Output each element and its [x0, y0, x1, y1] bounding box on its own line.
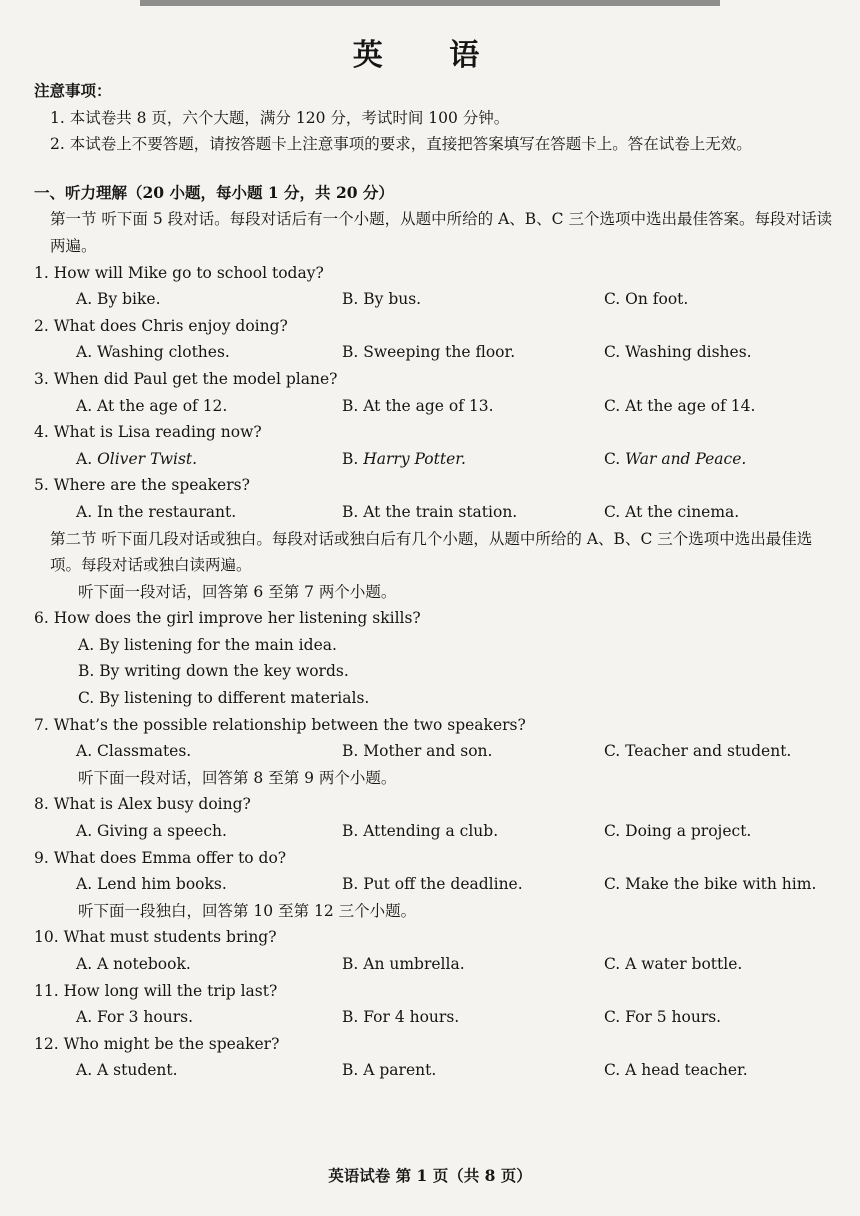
option-5a: A. In the restaurant.: [76, 502, 237, 521]
options-10: [34, 951, 840, 978]
question-6: 6. How does the girl improve her listening skills?: [34, 609, 421, 628]
option-1c: C. On foot.: [604, 290, 689, 309]
question-11: 11. How long will the trip last?: [34, 981, 278, 1000]
part1-instruction: 第一节 听下面 5 段对话。每段对话后有一个小题，从题中所给的 A、B、C 三个选项中选出最佳答案。每段对话读两遍。: [50, 210, 832, 255]
question-10: 10. What must students bring?: [34, 928, 277, 947]
option-3a: A. At the age of 12.: [76, 396, 228, 415]
options-5: [34, 499, 840, 526]
options-11: [34, 1004, 840, 1031]
option-12a: A. A student.: [76, 1061, 178, 1080]
question-4: 4. What is Lisa reading now?: [34, 423, 262, 442]
option-7a: A. Classmates.: [76, 742, 192, 761]
option-9a: A. Lend him books.: [76, 875, 227, 894]
option-7c: C. Teacher and student.: [604, 742, 792, 761]
option-3c: C. At the age of 14.: [604, 396, 756, 415]
option-10a: A. A notebook.: [76, 955, 191, 973]
option-1b: B. By bus.: [342, 290, 422, 309]
option-8a: A. Giving a speech.: [76, 822, 227, 841]
notice-item-1: 1. 本试卷共 8 页，六个大题，满分 120 分，考试时间 100 分钟。: [50, 108, 510, 127]
option-12c: C. A head teacher.: [604, 1061, 748, 1080]
options-12: [34, 1057, 840, 1084]
sub-instruction-10-12: 听下面一段独白，回答第 10 至第 12 三个小题。: [78, 901, 417, 920]
options-8: [34, 818, 840, 845]
option-9b: B. Put off the deadline.: [342, 875, 523, 894]
option-1a: A. By bike.: [76, 290, 161, 309]
exam-page: [34, 78, 840, 1084]
option-6c: C. By listening to different materials.: [78, 689, 370, 708]
option-11b: B. For 4 hours.: [342, 1008, 460, 1027]
page-footer: 英语试卷 第 1 页（共 8 页）: [328, 1166, 532, 1185]
part2-instruction: 第二节 听下面几段对话或独白。每段对话或独白后有几个小题，从题中所给的 A、B、C 三个选项中选出最佳选项。每段对话或独白读两遍。: [50, 529, 813, 575]
option-10b: B. An umbrella.: [342, 955, 465, 973]
sub-instruction-8-9: 听下面一段对话，回答第 8 至第 9 两个小题。: [78, 768, 397, 787]
option-6a: A. By listening for the main idea.: [78, 635, 337, 654]
option-8c: C. Doing a project.: [604, 822, 752, 841]
notice-item-2: 2. 本试卷上不要答题，请按答题卡上注意事项的要求，直接把答案填写在答题卡上。答在试卷上无效。: [50, 135, 752, 154]
option-5c: C. At the cinema.: [604, 502, 740, 521]
question-8: 8. What is Alex busy doing?: [34, 795, 251, 814]
option-4c: C. War and Peace.: [604, 449, 747, 468]
page-title: 英 语: [352, 38, 508, 73]
question-5: 5. Where are the speakers?: [34, 476, 250, 495]
option-10c: C. A water bottle.: [604, 955, 743, 973]
question-1: 1. How will Mike go to school today?: [34, 263, 324, 282]
options-7: [34, 738, 840, 765]
question-2: 2. What does Chris enjoy doing?: [34, 316, 288, 335]
options-9: [34, 871, 840, 898]
question-9: 9. What does Emma offer to do?: [34, 848, 287, 867]
question-7: 7. What’s the possible relationship between the two speakers?: [34, 715, 526, 734]
options-1: [34, 286, 840, 313]
option-7b: B. Mother and son.: [342, 742, 493, 761]
question-3: 3. When did Paul get the model plane?: [34, 369, 338, 388]
options-4: [34, 446, 840, 473]
options-3: [34, 393, 840, 420]
top-header-strip: [140, 0, 720, 6]
option-3b: B. At the age of 13.: [342, 396, 494, 415]
option-11a: A. For 3 hours.: [76, 1008, 193, 1027]
option-8b: B. Attending a club.: [342, 822, 499, 841]
notice-heading: 注意事项：: [34, 81, 112, 100]
option-2c: C. Washing dishes.: [604, 343, 752, 362]
option-11c: C. For 5 hours.: [604, 1008, 722, 1027]
option-12b: B. A parent.: [342, 1061, 437, 1080]
option-4b: B. Harry Potter.: [342, 449, 466, 468]
option-2b: B. Sweeping the floor.: [342, 343, 516, 362]
options-2: [34, 339, 840, 366]
option-4a: A. Oliver Twist.: [76, 449, 198, 468]
question-12: 12. Who might be the speaker?: [34, 1034, 280, 1053]
option-9c: C. Make the bike with him.: [604, 875, 817, 894]
sub-instruction-6-7: 听下面一段对话，回答第 6 至第 7 两个小题。: [78, 582, 397, 601]
option-5b: B. At the train station.: [342, 502, 518, 521]
section1-heading: 一、听力理解（20 小题，每小题 1 分，共 20 分）: [34, 182, 394, 202]
option-6b: B. By writing down the key words.: [78, 662, 349, 681]
option-2a: A. Washing clothes.: [76, 343, 230, 362]
